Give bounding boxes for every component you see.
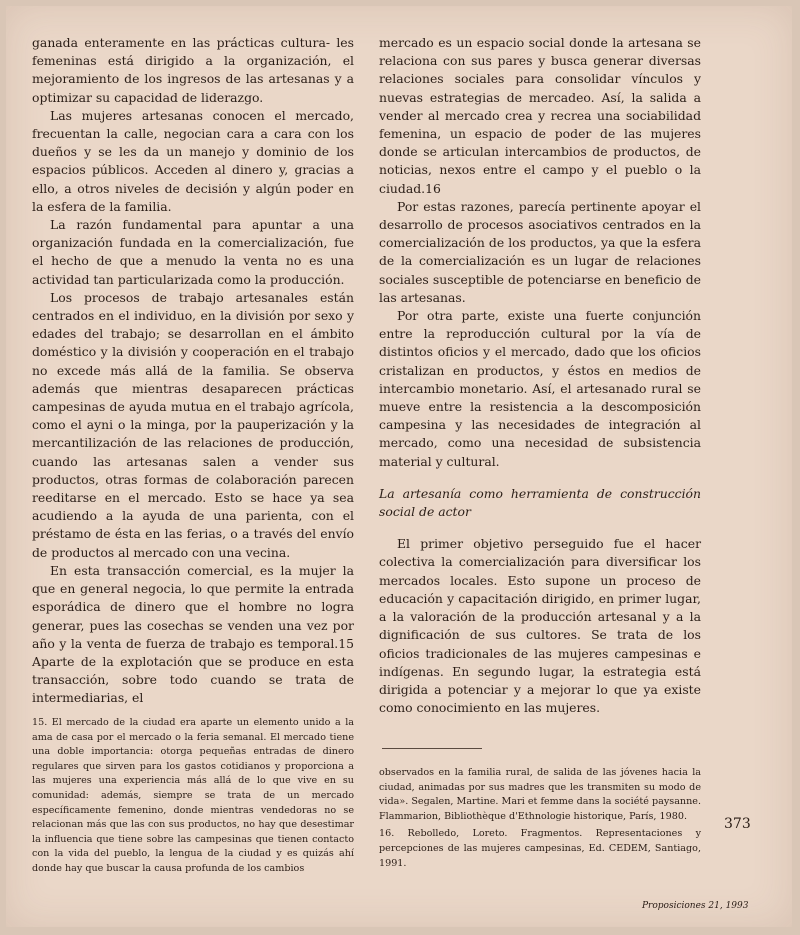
book-page bbox=[6, 6, 792, 927]
running-footer: Proposiciones 21, 1993 bbox=[642, 901, 749, 911]
footnotes-right bbox=[379, 766, 701, 874]
paragraph: Las mujeres artesanas conocen el mercado, frecuentan la calle, negocian cara a cara con los dueños y se les da un manejo y dominio de los espacios públicos. Acceden al dinero y, gracias a ello, a otros niveles de decisión y algún poder en la esfera de la familia. bbox=[32, 107, 354, 214]
paragraph: mercado es un espacio social donde la artesana se relaciona con sus pares y busca generar diversas relaciones sociales para consolidar vínculos y nuevas estrategias de mercadeo. Así, la salida a vender al mercado crea y recrea una sociabilidad femenina, un espacio de poder de las mujeres donde se articulan intercambios de productos, de noticias, nexos entre el campo y el pueblo o la ciudad.16 bbox=[379, 35, 701, 196]
left-column bbox=[32, 34, 354, 708]
footnotes-left bbox=[32, 716, 354, 880]
page-number: 373 bbox=[724, 816, 751, 832]
footnote: 16. Rebolledo, Loreto. Fragmentos. Representaciones y percepciones de las mujeres campesinas, Ed. CEDEM, Santiago, 1991. bbox=[379, 828, 701, 869]
right-column bbox=[379, 34, 701, 717]
paragraph: En esta transacción comercial, es la mujer la que en general negocia, lo que permite la entrada esporádica de dinero que el hombre no logra generar, pues las cosechas se venden una vez por año y la venta de fuerza de trabajo es temporal.15 Aparte de la explotación que se produce en esta transacción, sobre todo cuando se trata de intermediarias, el bbox=[32, 562, 354, 706]
paragraph: El primer objetivo perseguido fue el hacer colectiva la comercialización para diversificar los mercados locales. Esto supone un proceso de educación y capacitación dirigido, en primer lugar, a la valoración de la producción artesanal y a la dignificación de sus cultores. Se trata de los oficios tradicionales de las mujeres campesinas e indígenas. En segundo lugar, la estrategia está dirigida a potenciar y a mejorar lo que ya existe como conocimiento en las mujeres. bbox=[379, 536, 701, 716]
footnote-rule bbox=[382, 748, 482, 749]
paragraph: Los procesos de trabajo artesanales están centrados en el individuo, en la división por sexo y edades del trabajo; se desarrollan en el ámbito doméstico y la división y cooperación en el trabajo no excede más allá de la familia. Se observa además que mientras desaparecen prácticas campesinas de ayuda mutua en el trabajo agrícola, como el ayni o la minga, por la pauperización y la mercantilización de las relaciones de producción, cuando las artesanas salen a vender sus productos, otras formas de colaboración parecen reeditarse en el mercado. Esto se hace ya sea acudiendo a la ayuda de una parienta, con el préstamo de ésta en las ferias, o a través del envío de productos al mercado con una vecina. bbox=[32, 289, 354, 560]
paragraph: Por estas razones, parecía pertinente apoyar el desarrollo de procesos asociativos centrados en la comercialización de los productos, ya que la esfera de la comercialización es un lugar de relaciones sociales susceptible de potenciarse en beneficio de las artesanas. bbox=[379, 198, 701, 305]
section-heading: La artesanía como herramienta de construcción social de actor bbox=[379, 485, 701, 520]
paragraph: La razón fundamental para apuntar a una organización fundada en la comercialización, fue el hecho de que a menudo la venta no es una actividad tan particularizada como la producción. bbox=[32, 217, 354, 287]
footnote: observados en la familia rural, de salida de las jóvenes hacia la ciudad, animadas por sus madres que les transmiten su modo de vida». Segalen, Martine. Mari et femme dans la société paysanne. Flammarion, Bibliothèque d'Ethnologie historique, París, 1980. bbox=[379, 767, 701, 822]
paragraph: Por otra parte, existe una fuerte conjunción entre la reproducción cultural por la vía de distintos oficios y el mercado, dado que los oficios cristalizan en productos, y éstos en medios de intercambio monetario. Así, el artesanado rural se mueve entre la resistencia a la descomposición campesina y las necesidades de integración al mercado, como una necesidad de subsistencia material y cultural. bbox=[379, 308, 701, 469]
footnote: 15. El mercado de la ciudad era aparte un elemento unido a la ama de casa por el mercado o la feria semanal. El mercado tiene una doble importancia: otorga pequeñas entradas de dinero regulares que sirven para los gastos cotidianos y proporciona a las mujeres una experiencia más allá de lo que vive en su comunidad: además, siempre se trata de un mercado específicamente femenino, donde mientras vendedoras no se relacionan más que las con sus productos, no hay que desestimar la influencia que tiene sobre las campesinas que tienen contacto con la vida del pueblo, la lengua de la ciudad y es quizás ahí donde hay que buscar la causa profunda de los cambios bbox=[32, 717, 354, 874]
paragraph: ganada enteramente en las prácticas cultura- les femeninas está dirigido a la organización, el mejoramiento de los ingresos de las artesanas y a optimizar su capacidad de liderazgo. bbox=[32, 35, 354, 105]
